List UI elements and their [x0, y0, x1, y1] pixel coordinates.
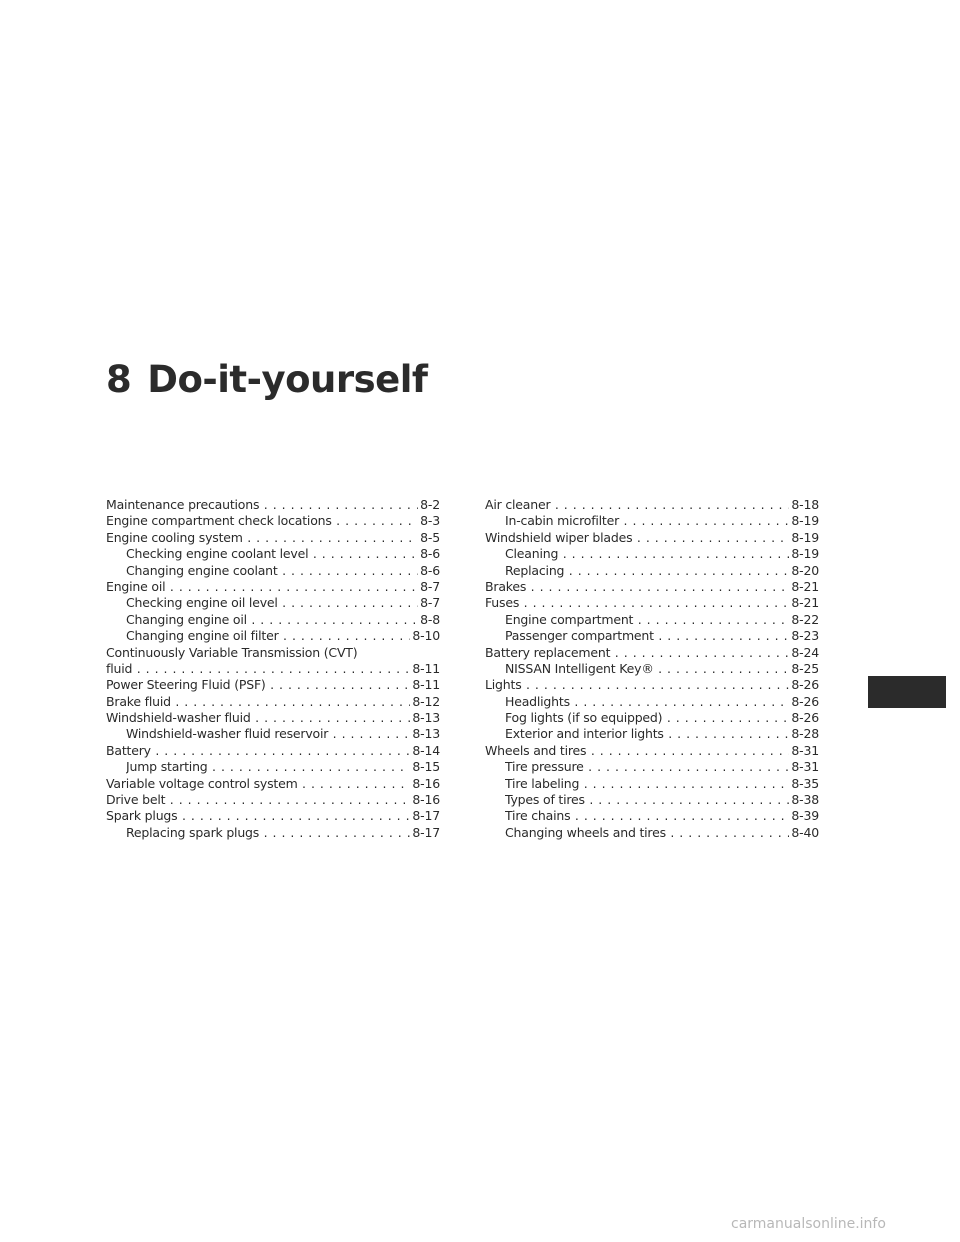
- toc-page-number: 8-40: [791, 824, 819, 840]
- toc-entry-title: Types of tires . . .: [505, 792, 819, 808]
- toc-entry-title: Replacing . . .: [505, 563, 819, 579]
- toc-entry[interactable]: [106, 645, 440, 661]
- toc-entry-title: Tire chains . . .: [505, 808, 819, 824]
- toc-left-column: [106, 497, 440, 841]
- toc-page-number: 8-24: [791, 644, 819, 660]
- toc-page-number: 8-19: [791, 529, 819, 545]
- toc-page-number: 8-22: [791, 611, 819, 627]
- toc-page-number: 8-26: [791, 693, 819, 709]
- toc-entry-title: Passenger compartment . . .: [505, 628, 819, 644]
- toc-page-number: 8-17: [412, 824, 440, 840]
- toc-page-number: 8-13: [412, 710, 440, 726]
- toc-entry-title: Variable voltage control system . . .: [106, 776, 440, 792]
- toc-subentry[interactable]: [485, 825, 819, 841]
- toc-entry-title: Jump starting . . .: [126, 759, 440, 775]
- toc-subentry[interactable]: [485, 513, 819, 529]
- toc-entry[interactable]: [106, 792, 440, 808]
- toc-subentry[interactable]: [106, 628, 440, 644]
- toc-page-number: 8-3: [420, 513, 440, 529]
- toc-entry[interactable]: [485, 595, 819, 611]
- toc-page-number: 8-15: [412, 759, 440, 775]
- toc-entry-title: NISSAN Intelligent Key® . . .: [505, 661, 819, 677]
- toc-subentry[interactable]: [485, 726, 819, 742]
- toc-entry[interactable]: [106, 808, 440, 824]
- toc-entry-title: Checking engine coolant level . . .: [126, 546, 440, 562]
- toc-entry-title: Headlights . . .: [505, 694, 819, 710]
- toc-page-number: 8-23: [791, 628, 819, 644]
- toc-entry-title: Battery . . .: [106, 743, 440, 759]
- toc-entry-title: Fog lights (if so equipped) . . .: [505, 710, 819, 726]
- toc-entry-title: Windshield-washer fluid . . .: [106, 710, 440, 726]
- toc-page-number: 8-25: [791, 660, 819, 676]
- toc-page-number: 8-20: [791, 562, 819, 578]
- toc-entry[interactable]: [106, 710, 440, 726]
- toc-entry-title: Exterior and interior lights . . .: [505, 726, 819, 742]
- toc-entry-title: Changing wheels and tires . . .: [505, 825, 819, 841]
- toc-page-number: 8-12: [412, 693, 440, 709]
- toc-page-number: 8-14: [412, 742, 440, 758]
- toc-entry-title: Windshield-washer fluid reservoir . . .: [126, 726, 440, 742]
- toc-subentry[interactable]: [106, 612, 440, 628]
- toc-subentry[interactable]: [485, 612, 819, 628]
- toc-subentry[interactable]: [106, 726, 440, 742]
- toc-page-number: 8-26: [791, 710, 819, 726]
- toc-subentry[interactable]: [485, 661, 819, 677]
- toc-entry-title: Cleaning . . .: [505, 546, 819, 562]
- toc-entry-title: fluid . . .: [106, 661, 440, 677]
- toc-subentry[interactable]: [485, 710, 819, 726]
- toc-entry[interactable]: [485, 497, 819, 513]
- toc-entry-title: Changing engine oil filter . . .: [126, 628, 440, 644]
- toc-entry-title: Lights . . .: [485, 677, 819, 693]
- toc-subentry[interactable]: [485, 759, 819, 775]
- toc-entry-title: Wheels and tires . . .: [485, 743, 819, 759]
- toc-subentry[interactable]: [485, 776, 819, 792]
- toc-subentry[interactable]: [106, 563, 440, 579]
- toc-subentry[interactable]: [106, 595, 440, 611]
- toc-entry[interactable]: [106, 677, 440, 693]
- toc-page-number: 8-16: [412, 792, 440, 808]
- toc-page-number: 8-17: [412, 808, 440, 824]
- toc-entry-title: Drive belt . . .: [106, 792, 440, 808]
- toc-subentry[interactable]: [485, 792, 819, 808]
- toc-page-number: 8-2: [420, 497, 440, 512]
- toc-entry[interactable]: [485, 645, 819, 661]
- toc-page-number: 8-28: [791, 726, 819, 742]
- toc-entry-title: Engine compartment check locations . . .: [106, 513, 440, 529]
- toc-page-number: 8-11: [412, 660, 440, 676]
- toc-entry-title: Changing engine oil . . .: [126, 612, 440, 628]
- toc-page-number: 8-7: [420, 595, 440, 611]
- toc-entry-title: Changing engine coolant . . .: [126, 563, 440, 579]
- toc-subentry[interactable]: [485, 628, 819, 644]
- toc-page-number: 8-8: [420, 611, 440, 627]
- chapter-name: Do-it-yourself: [147, 358, 428, 401]
- toc-entry[interactable]: [485, 530, 819, 546]
- toc-entry[interactable]: [106, 661, 440, 677]
- toc-page-number: 8-18: [791, 497, 819, 512]
- toc-entry[interactable]: [106, 776, 440, 792]
- toc-page-number: 8-13: [412, 726, 440, 742]
- toc-subentry[interactable]: [485, 563, 819, 579]
- toc-entry-title: Tire pressure . . .: [505, 759, 819, 775]
- toc-entry-title: In-cabin microfilter . . .: [505, 513, 819, 529]
- toc-subentry[interactable]: [106, 825, 440, 841]
- toc-entry-title: Engine oil . . .: [106, 579, 440, 595]
- toc-page-number: 8-6: [420, 546, 440, 562]
- toc-entry[interactable]: [106, 694, 440, 710]
- toc-page-number: 8-38: [791, 792, 819, 808]
- toc-page-number: 8-19: [791, 546, 819, 562]
- chapter-thumb-tab: [868, 676, 946, 708]
- toc-entry-title: Brakes . . .: [485, 579, 819, 595]
- toc-entry-title: Replacing spark plugs . . .: [126, 825, 440, 841]
- toc-subentry[interactable]: [485, 694, 819, 710]
- toc-page-number: 8-10: [412, 628, 440, 644]
- toc-entry-title: Spark plugs . . .: [106, 808, 440, 824]
- toc-entry[interactable]: [106, 579, 440, 595]
- toc-page-number: 8-26: [791, 677, 819, 693]
- toc-page-number: 8-35: [791, 775, 819, 791]
- toc-entry[interactable]: [485, 579, 819, 595]
- toc-right-column: [485, 497, 819, 841]
- toc-entry-title: Air cleaner . . .: [485, 497, 819, 513]
- toc-entry[interactable]: [485, 743, 819, 759]
- toc-subentry[interactable]: [106, 546, 440, 562]
- toc-entry[interactable]: [106, 530, 440, 546]
- toc-subentry[interactable]: [106, 759, 440, 775]
- toc-entry-title: Continuously Variable Transmission (CVT): [106, 644, 358, 660]
- toc-entry-title: Engine compartment . . .: [505, 612, 819, 628]
- toc-entry[interactable]: [106, 497, 440, 513]
- toc-entry-title: Engine cooling system . . .: [106, 530, 440, 546]
- toc-page-number: 8-31: [791, 759, 819, 775]
- toc-entry[interactable]: [106, 513, 440, 529]
- toc-page-number: 8-31: [791, 742, 819, 758]
- toc-entry-title: Brake fluid . . .: [106, 694, 440, 710]
- toc-entry-title: Windshield wiper blades . . .: [485, 530, 819, 546]
- toc-page-number: 8-16: [412, 775, 440, 791]
- toc-subentry[interactable]: [485, 808, 819, 824]
- toc-entry-title: Battery replacement . . .: [485, 645, 819, 661]
- toc-entry-title: Power Steering Fluid (PSF) . . .: [106, 677, 440, 693]
- watermark: carmanualsonline.info: [731, 1216, 886, 1232]
- toc-page-number: 8-21: [791, 578, 819, 594]
- toc-page-number: 8-5: [420, 529, 440, 545]
- chapter-number: 8: [106, 358, 132, 401]
- toc-page-number: 8-11: [412, 677, 440, 693]
- toc-entry[interactable]: [485, 677, 819, 693]
- toc-page-number: 8-39: [791, 808, 819, 824]
- toc-subentry[interactable]: [485, 546, 819, 562]
- toc-entry-title: Fuses . . .: [485, 595, 819, 611]
- toc-page-number: 8-6: [420, 562, 440, 578]
- toc-entry-title: Maintenance precautions . . .: [106, 497, 440, 513]
- toc-entry-title: Checking engine oil level . . .: [126, 595, 440, 611]
- chapter-title: [106, 358, 428, 401]
- toc-entry[interactable]: [106, 743, 440, 759]
- toc-page-number: 8-7: [420, 578, 440, 594]
- toc-entry-title: Tire labeling . . .: [505, 776, 819, 792]
- toc-page-number: 8-19: [791, 513, 819, 529]
- toc-page-number: 8-21: [791, 595, 819, 611]
